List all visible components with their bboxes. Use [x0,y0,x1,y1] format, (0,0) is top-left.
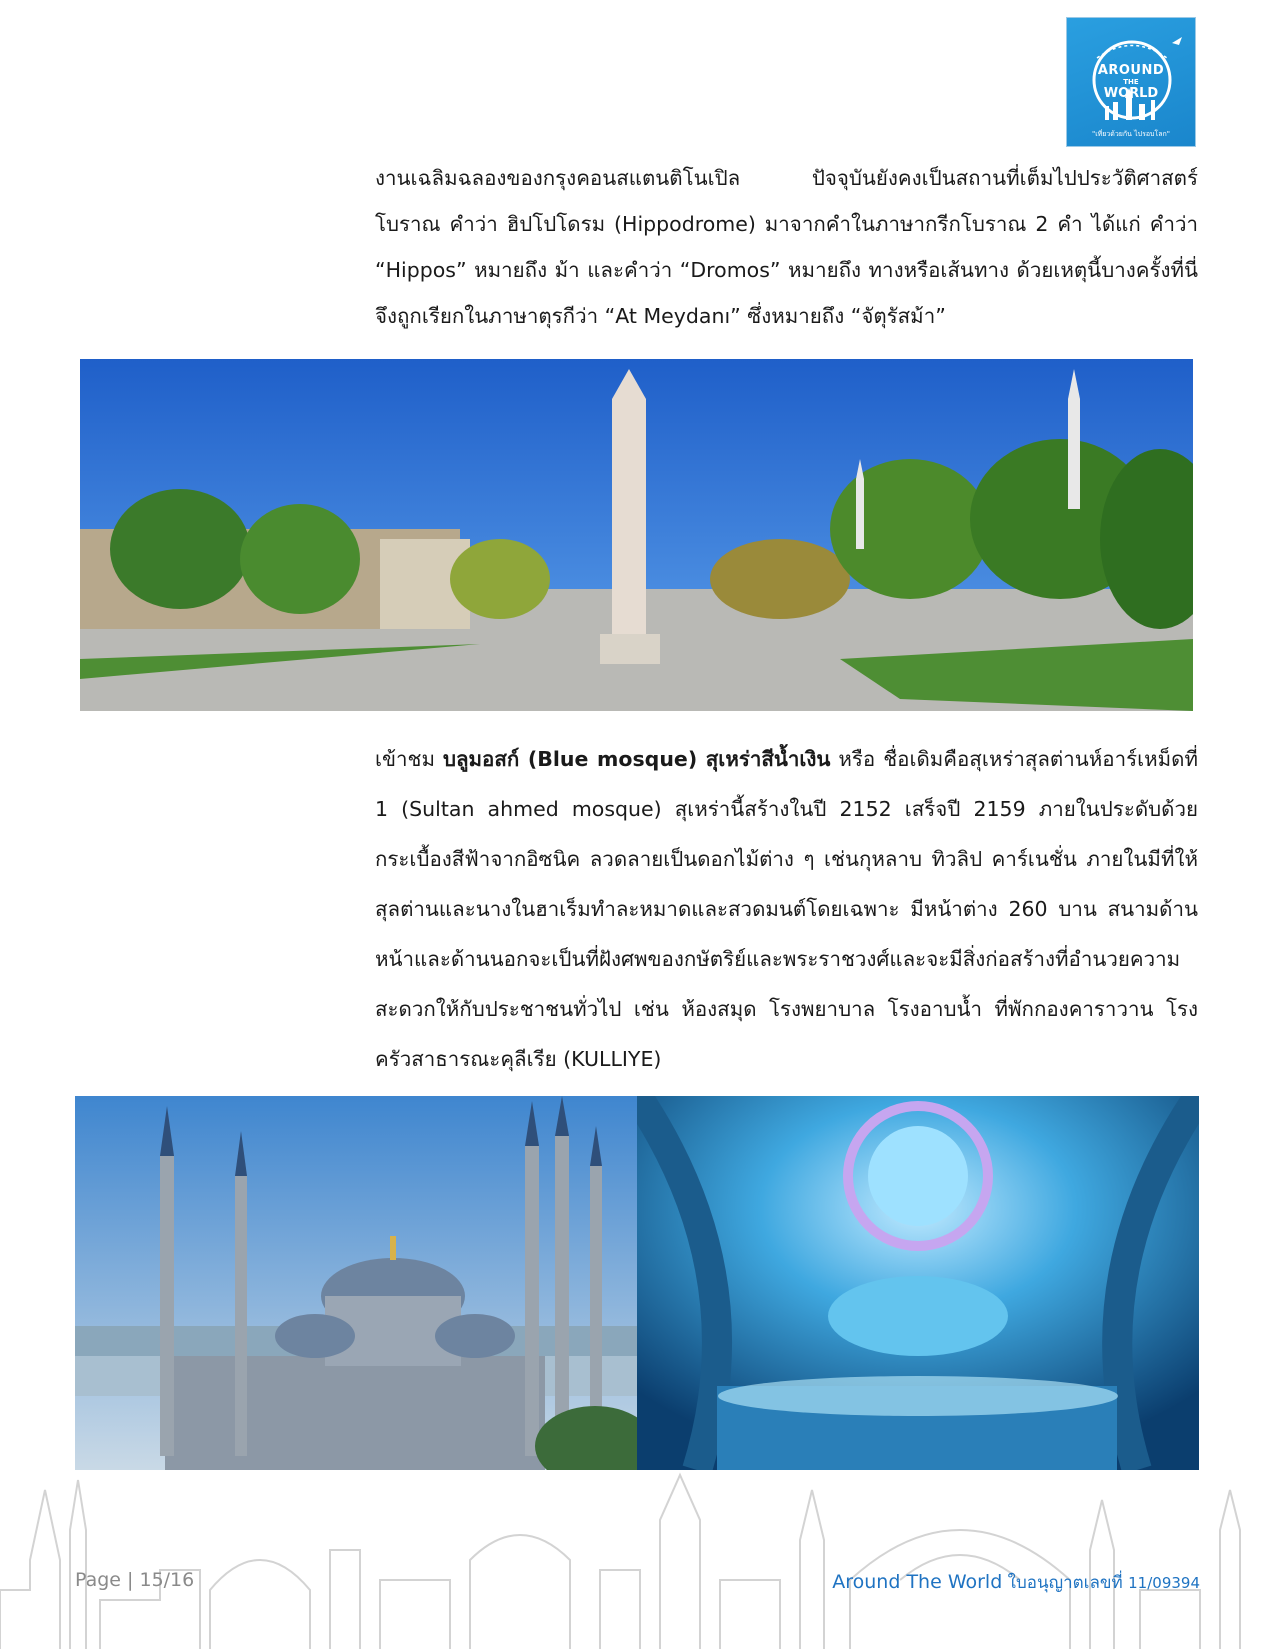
hippodrome-paragraph: งานเฉลิมฉลองของกรุงคอนสแตนติโนเปิล ปัจจุบันยังคงเป็นสถานที่เต็มไปประวัติศาสตร์โบราณ คำว่า ฮิปโปโดรม (Hippodrome) มาจากคำในภาษากรีกโบราณ 2 คำ ได้แก่ คำว่า “Hippos” หมายถึง ม้า และคำว่า “Dromos” หมายถึง ทางหรือเส้นทาง ด้วยเหตุนี้บางครั้งที่นี่จึงถูกเรียกในภาษาตุรกีว่า “At Meydanı” ซึ่งหมายถึง “จัตุรัสม้า” [375,166,1198,328]
company-license [832,1569,1200,1596]
blue-mosque-paragraph [375,734,1198,1084]
license-number: 11/09394 [1128,1574,1200,1592]
license-label: ใบอนุญาตเลขที่ [1002,1573,1129,1593]
logo-text-line1: AROUND [1097,63,1165,78]
paragraph-body: หรือ ชื่อเดิมคือสุเหร่าสุลต่านห์อาร์เหม็ดที่ 1 (Sultan ahmed mosque) สุเหร่านี้สร้างในปี 2152 เสร็จปี 2159 ภายในประดับด้วยกระเบื้องสีฟ้าจากอิซนิค ลวดลายเป็นดอกไม้ต่าง ๆ เช่นกุหลาบ ทิวลิป คาร์เนชั่น ภายในมีที่ให้สุลต่านและนางในฮาเร็มทำละหมาดและสวดมนต์โดยเฉพาะ มีหน้าต่าง 260 บาน สนามด้านหน้าและด้านนอกจะเป็นที่ฝังศพของกษัตริย์และพระราชวงศ์และจะมีสิ่งก่อสร้างที่อำนวยความสะดวกให้กับประชาชนทั่วไป เช่น ห้องสมุด โรงพยาบาล โรงอาบน้ำ ที่พักกองคาราวาน โรงครัวสาธารณะคุลีเรีย (KULLIYE) [375,747,1198,1071]
logo-text-line3: WORLD [1103,86,1159,101]
skyline-sketch [0,1470,1275,1649]
company-name: Around The World [832,1571,1003,1593]
hippodrome-photo [80,359,1193,711]
logo-text-line2: THE [1123,78,1139,86]
blue-mosque-interior-photo [637,1096,1199,1470]
paragraph-intro: เข้าชม [375,747,443,771]
blue-mosque-title: บลูมอสก์ (Blue mosque) สุเหร่าสีน้ำเงิน [442,747,831,771]
blue-mosque-exterior-photo [75,1096,637,1470]
logo-tagline: "เที่ยวด้วยกัน ไปรอบโลก" [1092,130,1170,138]
page-number: Page | 15/16 [75,1569,195,1591]
company-logo [1066,17,1196,147]
